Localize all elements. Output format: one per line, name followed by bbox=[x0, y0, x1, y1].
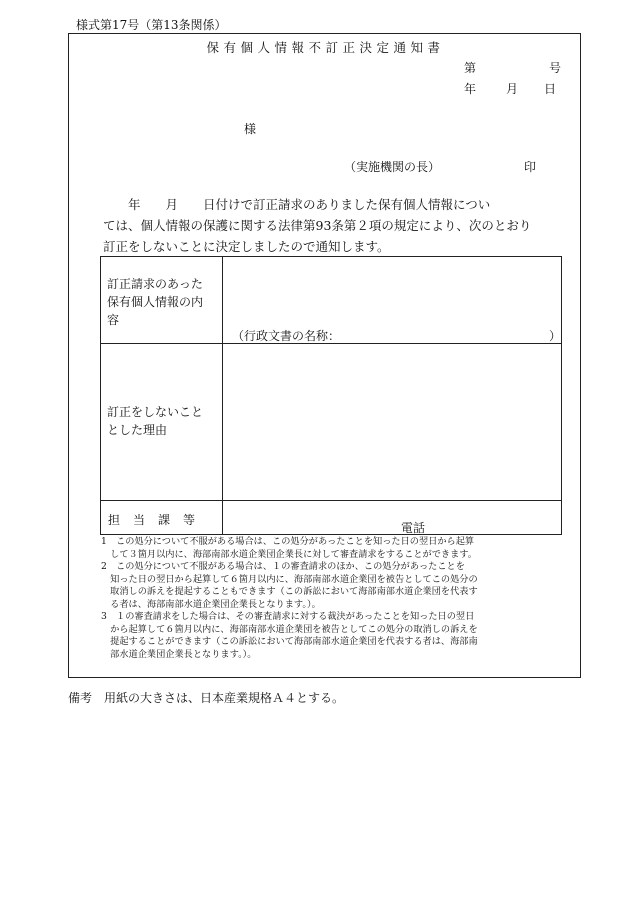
notice-form bbox=[68, 33, 581, 678]
note-line: る者は、海部南部水道企業団企業長となります。）。 bbox=[101, 598, 321, 610]
body-line: 訂正をしないことに決定しましたので通知します。 bbox=[103, 239, 390, 254]
seal-mark: 印 bbox=[524, 160, 537, 174]
body-line: 年 月 日付けで訂正請求のありました保有個人情報につい bbox=[103, 197, 491, 212]
note-line: 部水道企業団企業長となります。）。 bbox=[101, 648, 257, 660]
issuer-label: （実施機関の長） bbox=[344, 160, 441, 174]
remark-note: 備考 用紙の大きさは、日本産業規格Ａ４とする。 bbox=[68, 691, 345, 705]
addressee-honorific: 様 bbox=[244, 122, 257, 136]
table-row-divider bbox=[101, 500, 561, 501]
note-line: 3 １の審査請求をした場合は、その審査請求に対する裁決があったことを知った日の翌日 bbox=[101, 611, 475, 622]
date-day: 日 bbox=[544, 82, 557, 96]
note-line: 取消しの訴えを提起することもできます（この訴訟において海部南部水道企業団を代表す bbox=[101, 586, 478, 597]
notes-section bbox=[101, 536, 571, 661]
number-suffix: 号 bbox=[549, 61, 562, 75]
note-line: 提起することができます（この訴訟において海部南部水道企業団を代表する者は、海部南 bbox=[101, 636, 478, 647]
document-title: 保有個人情報不訂正決定通知書 bbox=[206, 40, 445, 55]
decision-table bbox=[100, 256, 562, 535]
note-line: して３箇月以内に、海部南部水道企業団企業長に対して審査請求をすることができます。 bbox=[101, 548, 477, 560]
document-name-label: （行政文書の名称： bbox=[232, 329, 341, 343]
document-name-close: ） bbox=[549, 329, 562, 343]
reason-label: 訂正をしないこと とした理由 bbox=[107, 405, 204, 437]
phone-label: 電話 bbox=[401, 521, 426, 535]
note-line: 1 この処分について不服がある場合は、この処分があったことを知った日の翌日から起算 bbox=[101, 536, 475, 547]
date-month: 月 bbox=[506, 82, 519, 96]
note-line: 知った日の翌日から起算して６箇月以内に、海部南部水道企業団を被告としてこの処分の bbox=[101, 573, 478, 585]
department-label: 担当課等 bbox=[108, 513, 209, 527]
table-column-divider bbox=[222, 257, 223, 534]
number-prefix: 第 bbox=[464, 61, 477, 75]
notice-body bbox=[103, 194, 563, 257]
note-line: 2 この処分について不服がある場合は、１の審査請求のほか、この処分があったことを bbox=[101, 561, 465, 572]
form-number-label: 様式第17号（第13条関係） bbox=[76, 18, 227, 32]
info-content-label: 訂正請求のあった 保有個人情報の内 容 bbox=[107, 277, 204, 327]
date-year: 年 bbox=[464, 82, 477, 96]
note-line: から起算して６箇月以内に、海部南部水道企業団を被告としてこの処分の取消しの訴えを bbox=[101, 623, 478, 635]
body-line: ては、個人情報の保護に関する法律第93条第２項の規定により、次のとおり bbox=[103, 218, 532, 233]
